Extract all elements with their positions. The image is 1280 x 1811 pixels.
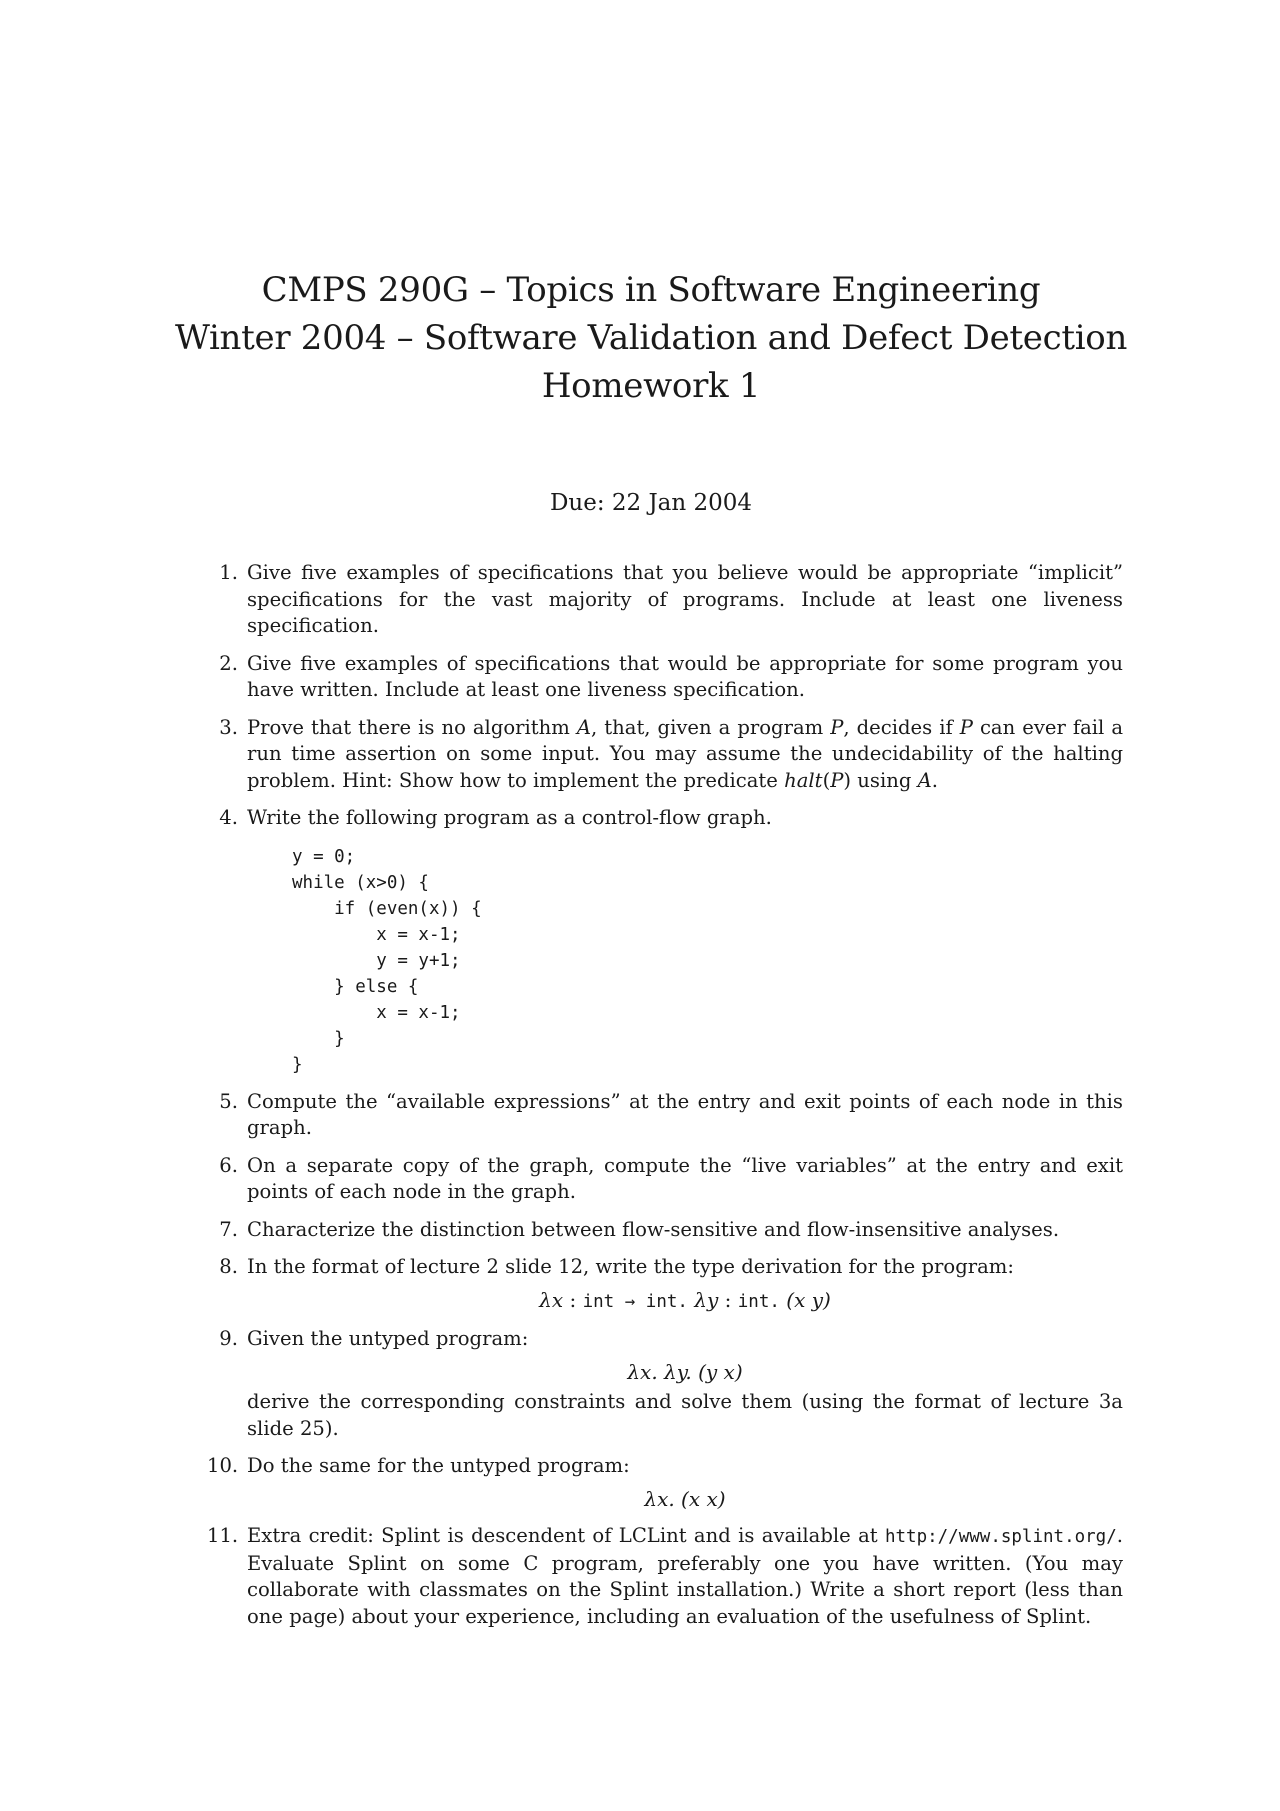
question-list <box>207 560 1123 1641</box>
question-text: Give five examples of specifications that you believe would be appropriate “implicit” specifications for the vast majority of programs. Include at least one liveness specification. <box>247 561 1123 637</box>
question-number: 5. <box>219 1089 238 1113</box>
question-text: Compute the “available expressions” at the entry and exit points of each node in this graph. <box>247 1089 1123 1139</box>
question-6 <box>207 1153 1123 1206</box>
question-9 <box>207 1326 1123 1442</box>
math-expression <box>247 1287 1123 1316</box>
question-followup: derive the corresponding constraints and solve them (using the format of lecture 3a slide 25). <box>247 1390 1123 1440</box>
question-1 <box>207 560 1123 640</box>
math-fragment: (x y) <box>779 1287 831 1312</box>
homework-title: Homework 1 <box>541 366 761 406</box>
question-number: 3. <box>219 715 238 739</box>
math-var: A <box>917 768 932 792</box>
math-fragment: int → int. <box>582 1291 688 1312</box>
math-expression: λx. (x x) <box>644 1486 726 1511</box>
math-var: P <box>959 715 973 739</box>
question-text: Given the untyped program: <box>247 1327 529 1350</box>
question-text: On a separate copy of the graph, compute the “live variables” at the entry and exit points of each node in the graph. <box>247 1153 1123 1203</box>
due-date: Due: 22 Jan 2004 <box>549 490 753 516</box>
document-header <box>0 266 1280 410</box>
question-2 <box>207 651 1123 704</box>
question-text: Characterize the distinction between flow-sensitive and flow-insensitive analyses. <box>247 1217 1060 1241</box>
splint-url[interactable]: http://www.splint.org/ <box>884 1527 1117 1547</box>
math-fragment: λy <box>687 1287 719 1312</box>
question-text: Do the same for the untyped program: <box>247 1454 630 1477</box>
math-fragment: λx <box>539 1287 564 1312</box>
text-fragment: ) using <box>843 768 918 792</box>
question-text: Write the following program as a control-flow graph. <box>247 806 772 829</box>
question-number: 11. <box>207 1524 239 1547</box>
math-expression: λx. λy. (y x) <box>627 1359 743 1384</box>
math-fragment: : <box>563 1287 583 1312</box>
text-fragment: . Evaluate Splint on some C program, preferably one you have written. (You may collaborate with classmates on the Splint installation.) Write a short report (less than one page) about your experience, including an evaluation of the usefulness of Splint. <box>247 1524 1123 1628</box>
question-number: 1. <box>219 561 238 584</box>
question-text: Give five examples of specifications that would be appropriate for some program you have written. Include at least one liveness specification. <box>247 651 1123 701</box>
question-10 <box>207 1453 1123 1512</box>
math-var: A <box>576 715 592 739</box>
question-number: 9. <box>219 1327 238 1350</box>
math-var: P <box>830 715 844 739</box>
text-fragment: can ever fail a run time assertion on some input. You may assume the undecidability of the halting problem. Hint: Show how to implement the predicate <box>247 715 1124 792</box>
text-fragment: . <box>931 768 939 792</box>
question-number: 7. <box>219 1217 238 1241</box>
question-5 <box>207 1089 1123 1142</box>
math-var: P <box>830 768 844 792</box>
question-text <box>247 1524 1123 1628</box>
question-text: In the format of lecture 2 slide 12, write the type derivation for the program: <box>247 1255 1014 1278</box>
question-4 <box>207 805 1123 1078</box>
question-text <box>247 716 1123 792</box>
question-number: 2. <box>219 651 238 675</box>
code-listing: y = 0; while (x>0) { if (even(x)) { x = x-1; y = y+1; } else { x = x-1; } } <box>292 846 482 1075</box>
course-title: CMPS 290G – Topics in Software Engineering <box>261 270 1041 310</box>
question-number: 8. <box>219 1255 238 1278</box>
question-number: 4. <box>219 806 238 829</box>
text-fragment: ( <box>822 768 831 792</box>
text-fragment: , decides if <box>843 715 960 739</box>
text-fragment: Prove that there is no algorithm <box>247 715 577 739</box>
question-11 <box>207 1523 1123 1630</box>
math-func: halt <box>784 768 823 792</box>
question-7 <box>207 1217 1123 1244</box>
term-title: Winter 2004 – Software Validation and Defect Detection <box>174 318 1128 358</box>
text-fragment: , that, given a program <box>591 715 831 739</box>
math-fragment: int. <box>737 1291 780 1312</box>
math-fragment: : <box>718 1287 738 1312</box>
text-fragment: Extra credit: Splint is descendent of LCLint and is available at <box>247 1524 885 1547</box>
question-number: 6. <box>219 1153 238 1177</box>
question-number: 10. <box>207 1454 239 1477</box>
question-8 <box>207 1254 1123 1315</box>
question-3 <box>207 715 1123 795</box>
